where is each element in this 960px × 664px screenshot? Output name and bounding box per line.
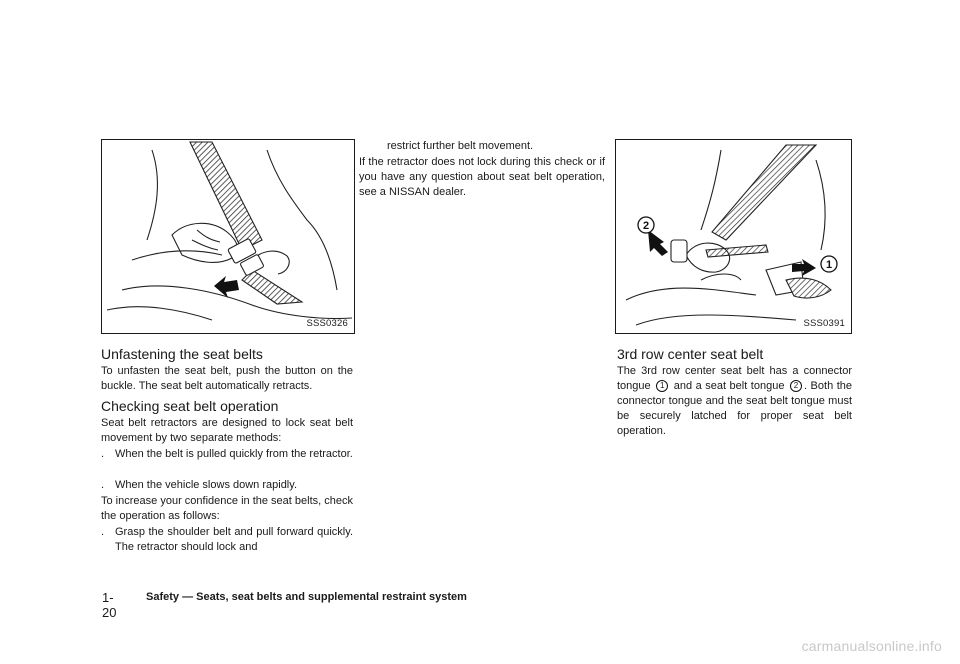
heading-third-row: 3rd row center seat belt xyxy=(617,346,764,362)
bullet-dot: . xyxy=(101,479,105,491)
list-item xyxy=(101,525,353,555)
paragraph-unfastening: To unfasten the seat belt, push the button on the buckle. The seat belt automatically retracts. xyxy=(101,365,353,392)
bullet-dot: . xyxy=(101,526,105,538)
list-item-text: When the vehicle slows down rapidly. xyxy=(115,479,297,491)
list-item xyxy=(101,447,353,477)
paragraph-third-row: The 3rd row center seat belt has a connector tongue 1 and a seat belt tongue 2 . Both the connector tongue and the seat belt tongue must be securely latched for proper seat belt operation. xyxy=(617,365,853,437)
list-item-text: Grasp the shoulder belt and pull forward quickly. The retractor should lock and xyxy=(115,526,353,553)
marker-2: 2 xyxy=(790,380,802,392)
callout-2: 2 xyxy=(642,220,650,232)
paragraph-checking-intro: Seat belt retractors are designed to lock seat belt movement by two separate methods: xyxy=(101,417,353,444)
heading-checking: Checking seat belt operation xyxy=(101,398,279,414)
paragraph-confidence: To increase your confidence in the seat belts, check the operation as follows: xyxy=(101,495,353,522)
chapter-title: Safety — Seats, seat belts and supplemental restraint system xyxy=(146,591,467,603)
marker-1: 1 xyxy=(656,380,668,392)
page-number: 1-20 xyxy=(102,590,117,620)
heading-unfastening: Unfastening the seat belts xyxy=(101,346,263,362)
callout-1: 1 xyxy=(825,259,833,271)
list-item-text: When the belt is pulled quickly from the retractor. xyxy=(115,448,353,460)
arrow-icon xyxy=(648,230,668,256)
unfasten-belt-illustration xyxy=(102,140,354,333)
list-item-continuation: restrict further belt movement. xyxy=(387,140,534,152)
figure-code: SSS0326 xyxy=(306,318,348,329)
figure-third-row-belt xyxy=(615,139,852,334)
figure-unfastening-seat-belt xyxy=(101,139,355,334)
paragraph-dealer: If the retractor does not lock during this check or if you have any question about seat belt operation, see a NISSAN dealer. xyxy=(359,156,605,198)
watermark: carmanualsonline.info xyxy=(801,638,942,654)
third-row-belt-illustration xyxy=(616,140,851,333)
figure-code: SSS0391 xyxy=(803,318,845,329)
bullet-dot: . xyxy=(101,448,105,460)
list-item xyxy=(101,478,353,493)
